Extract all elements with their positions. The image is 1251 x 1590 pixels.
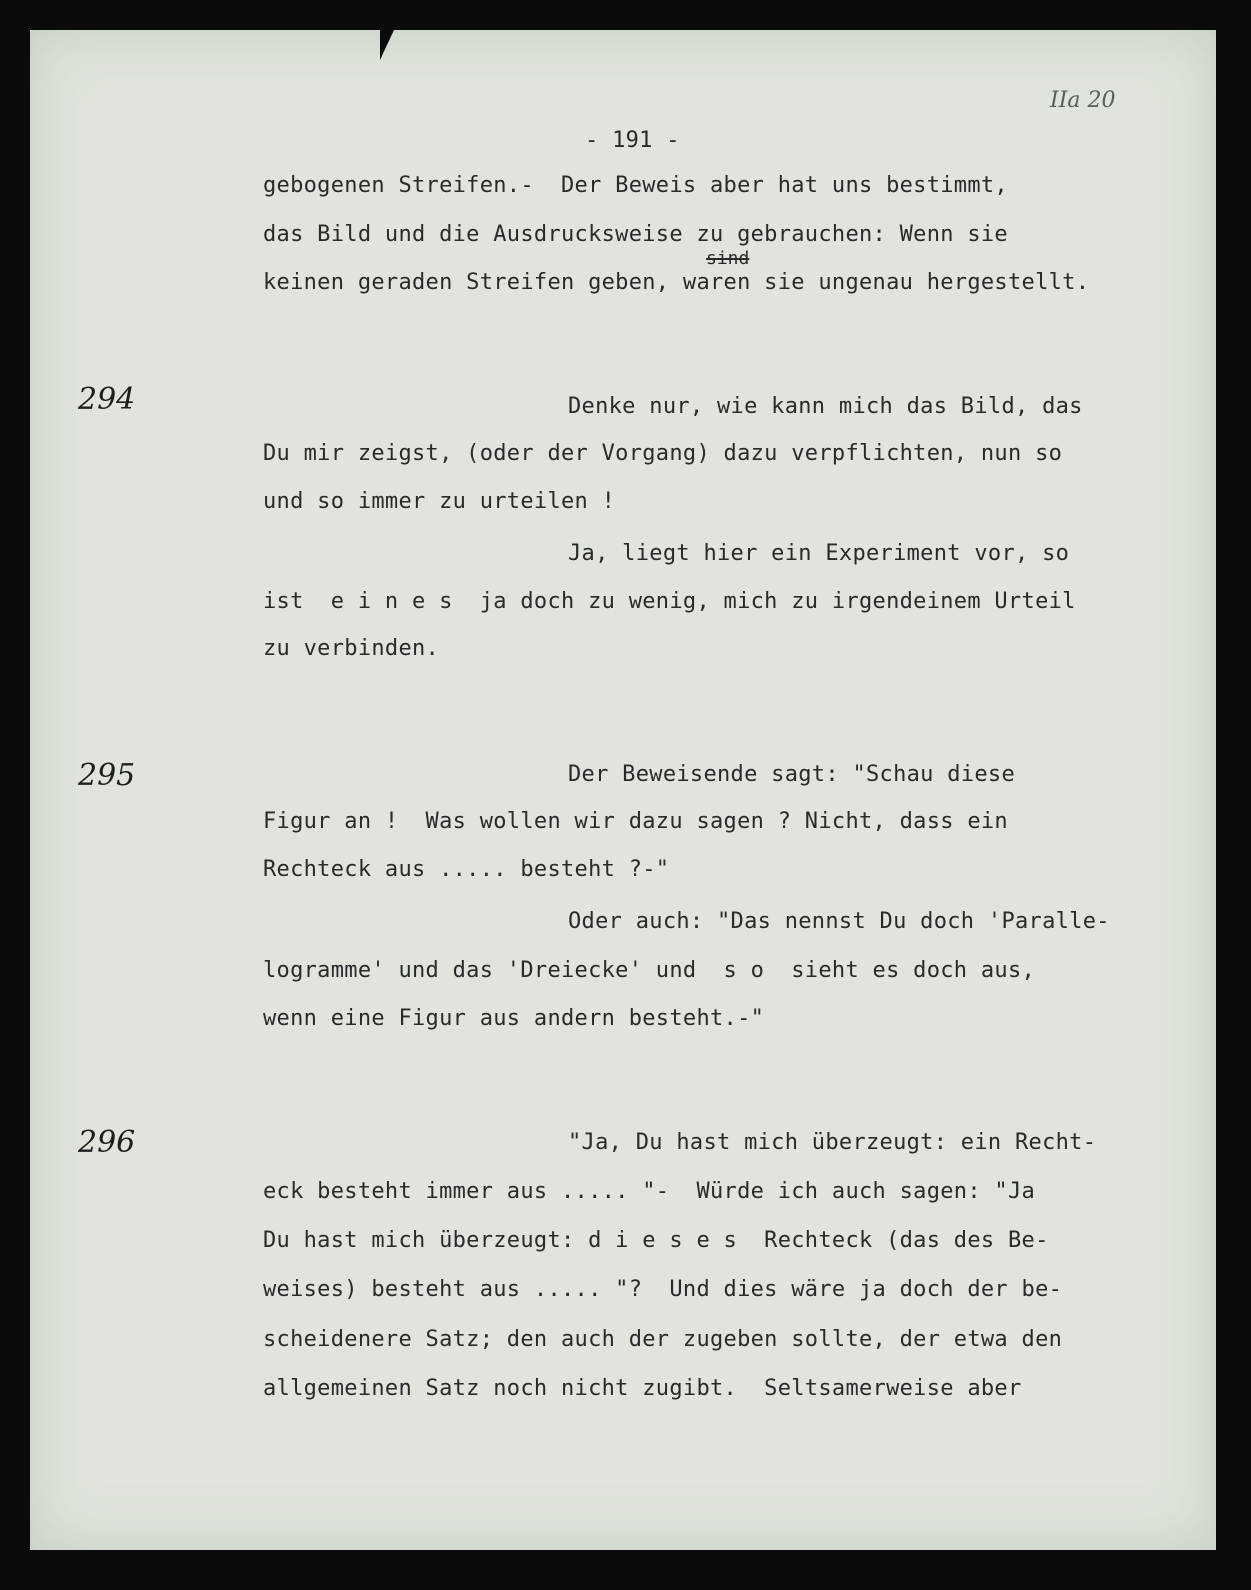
text-line: Figur an ! Was wollen wir dazu sagen ? Nicht, dass ein: [263, 809, 1008, 834]
margin-number-295: 295: [78, 758, 136, 793]
text-line: "Ja, Du hast mich überzeugt: ein Recht-: [568, 1130, 1097, 1155]
text-line: Du hast mich überzeugt: d i e s e s Rechteck (das des Be-: [263, 1228, 1049, 1253]
page-number: - 191 -: [585, 128, 680, 153]
text-line: Oder auch: "Das nennst Du doch 'Paralle-: [568, 909, 1110, 934]
text-line: Denke nur, wie kann mich das Bild, das: [568, 394, 1083, 419]
text-line: eck besteht immer aus ..... "- Würde ich auch sagen: "Ja: [263, 1179, 1036, 1204]
text-line: allgemeinen Satz noch nicht zugibt. Seltsamerweise aber: [263, 1376, 1022, 1401]
struck-insertion: sind: [706, 248, 750, 269]
text-line: weises) besteht aus ..... "? Und dies wäre ja doch der be-: [263, 1277, 1063, 1302]
margin-number-296: 296: [78, 1125, 136, 1160]
text-line: Der Beweisende sagt: "Schau diese: [568, 762, 1015, 787]
text-line: scheidenere Satz; den auch der zugeben sollte, der etwa den: [263, 1327, 1063, 1352]
text-line: das Bild und die Ausdrucksweise zu gebrauchen: Wenn sie: [263, 222, 1008, 247]
text-line: und so immer zu urteilen !: [263, 489, 616, 514]
document-page: [30, 30, 1216, 1550]
text-line: Rechteck aus ..... besteht ?-": [263, 857, 670, 882]
text-line: zu verbinden.: [263, 636, 440, 661]
text-line: logramme' und das 'Dreiecke' und s o sieht es doch aus,: [263, 958, 1036, 983]
torn-corner: [380, 30, 394, 60]
text-line: wenn eine Figur aus andern besteht.-": [263, 1006, 765, 1031]
margin-number-294: 294: [78, 382, 136, 417]
text-line: gebogenen Streifen.- Der Beweis aber hat uns bestimmt,: [263, 173, 1008, 198]
text-line: Du mir zeigst, (oder der Vorgang) dazu verpflichten, nun so: [263, 441, 1063, 466]
archive-reference: IIa 20: [1050, 88, 1116, 113]
text-line: ist e i n e s ja doch zu wenig, mich zu irgendeinem Urteil: [263, 589, 1076, 614]
text-line: keinen geraden Streifen geben, waren sie ungenau hergestellt.: [263, 270, 1090, 295]
text-line: Ja, liegt hier ein Experiment vor, so: [568, 541, 1070, 566]
